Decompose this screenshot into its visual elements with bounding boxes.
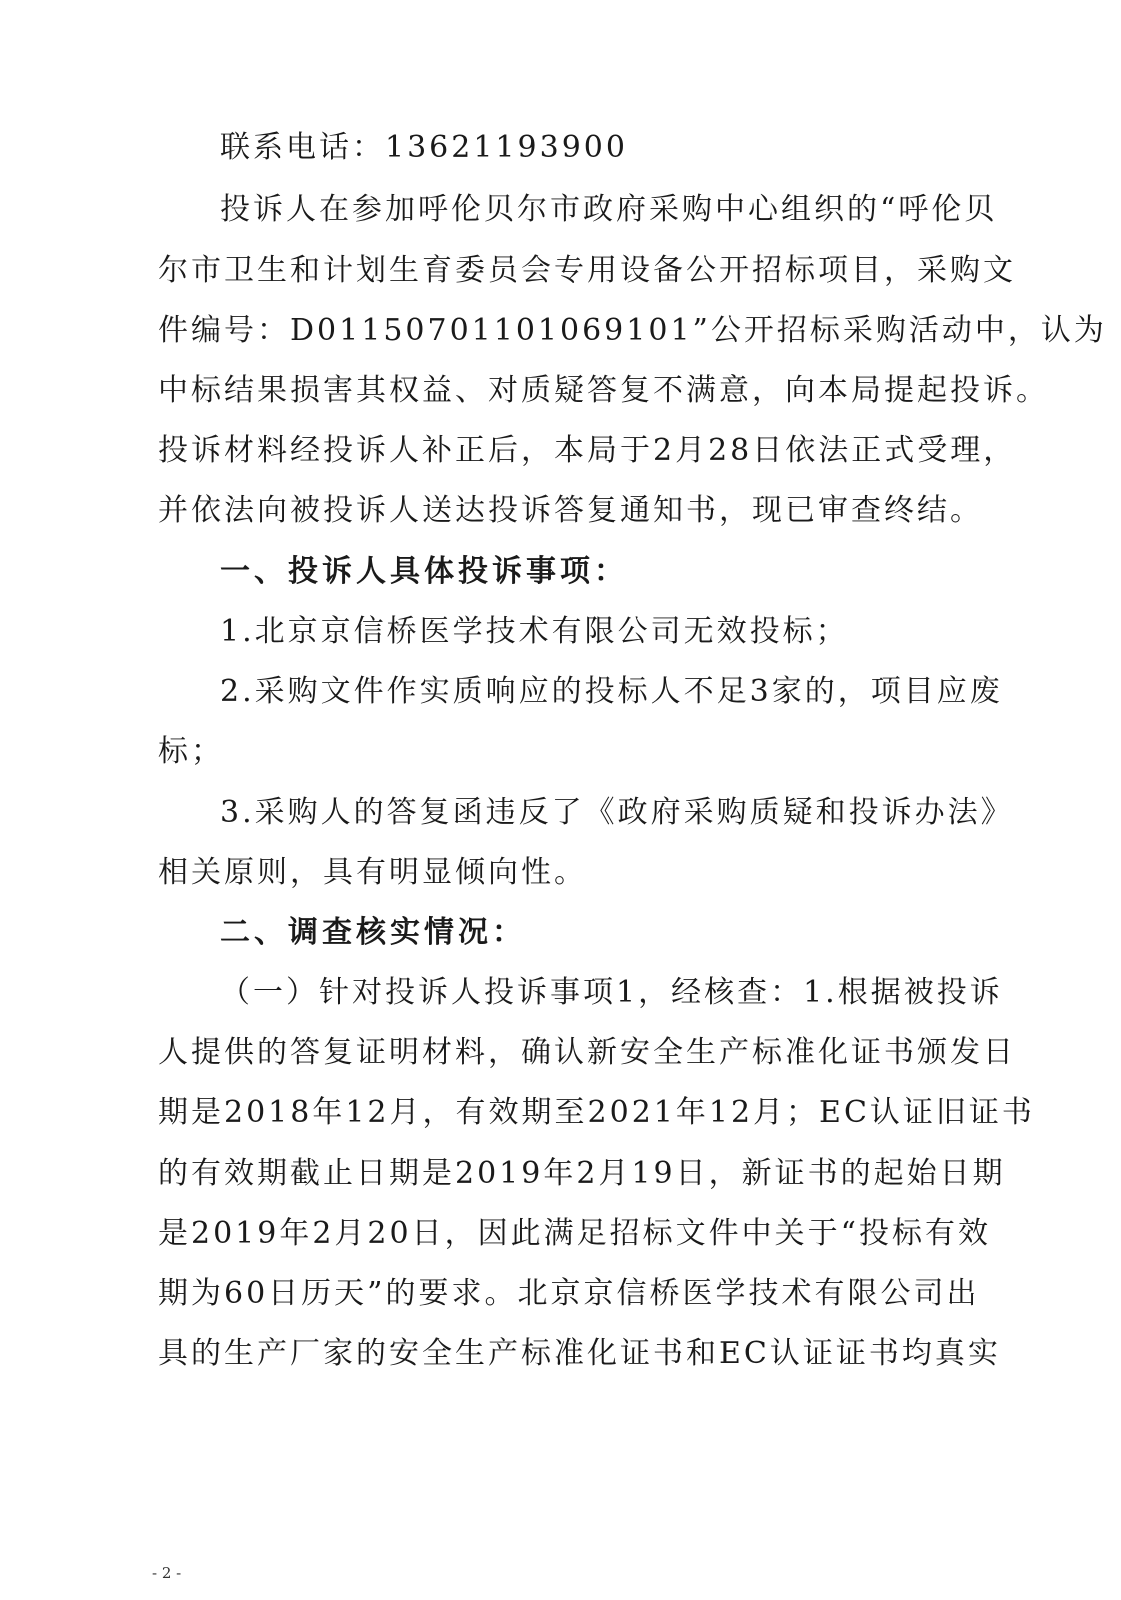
paragraph-line: （一）针对投诉人投诉事项1，经核查：1.根据被投诉 <box>220 975 1003 1010</box>
paragraph-line: 人提供的答复证明材料，确认新安全生产标准化证书颁发日 <box>158 1035 1016 1070</box>
paragraph-line: 期是2018年12月，有效期至2021年12月；EC认证旧证书 <box>158 1095 1035 1130</box>
paragraph-line: 并依法向被投诉人送达投诉答复通知书，现已审查终结。 <box>158 493 983 528</box>
paragraph-line: 投诉材料经投诉人补正后，本局于2月28日依法正式受理， <box>158 433 1017 468</box>
paragraph-line: 的有效期截止日期是2019年2月19日，新证书的起始日期 <box>158 1156 1006 1191</box>
complaint-item-2-cont: 标； <box>158 734 224 769</box>
paragraph-line: 中标结果损害其权益、对质疑答复不满意，向本局提起投诉。 <box>158 373 1049 408</box>
complaint-item-3-cont: 相关原则，具有明显倾向性。 <box>158 855 587 890</box>
complaint-item-3: 3.采购人的答复函违反了《政府采购质疑和投诉办法》 <box>220 795 1014 830</box>
paragraph-line: 期为60日历天”的要求。北京京信桥医学技术有限公司出 <box>158 1276 980 1311</box>
paragraph-line: 件编号：D01150701101069101”公开招标采购活动中，认为 <box>158 313 1107 348</box>
complaint-item-2: 2.采购文件作实质响应的投标人不足3家的，项目应废 <box>220 674 1003 709</box>
paragraph-line: 是2019年2月20日，因此满足招标文件中关于“投标有效 <box>158 1216 991 1251</box>
section-heading-1: 一、投诉人具体投诉事项： <box>220 554 628 589</box>
section-heading-2: 二、调查核实情况： <box>220 915 526 950</box>
complaint-item-1: 1.北京京信桥医学技术有限公司无效投标； <box>220 614 849 649</box>
page-number: - 2 - <box>152 1564 182 1582</box>
contact-phone-line: 联系电话：13621193900 <box>220 130 628 165</box>
paragraph-line: 尔市卫生和计划生育委员会专用设备公开招标项目，采购文 <box>158 253 1016 288</box>
paragraph-line: 投诉人在参加呼伦贝尔市政府采购中心组织的“呼伦贝 <box>220 192 998 227</box>
paragraph-line: 具的生产厂家的安全生产标准化证书和EC认证证书均真实 <box>158 1336 1001 1371</box>
